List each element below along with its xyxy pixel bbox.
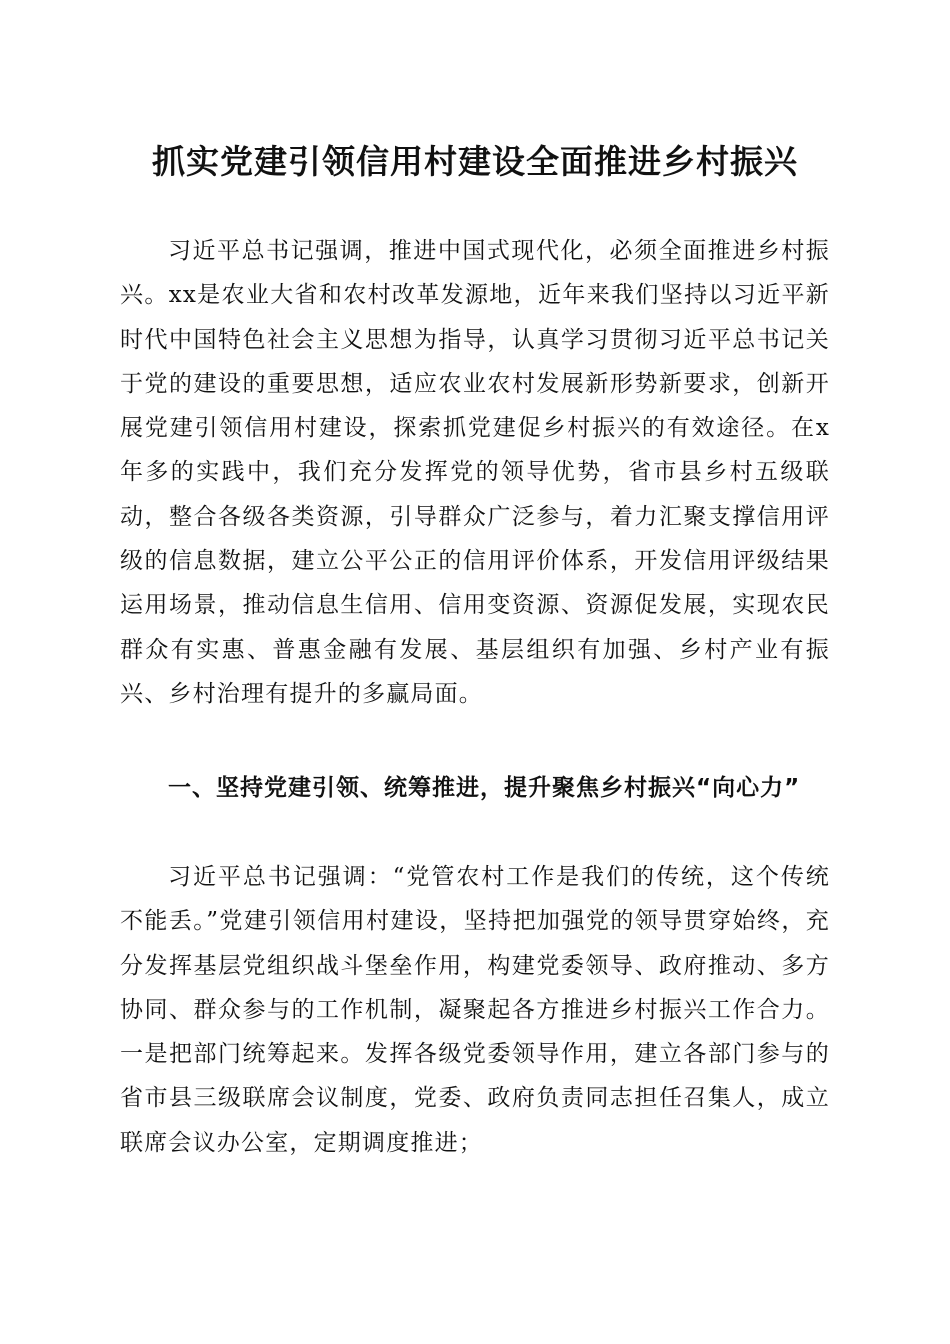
document-title: 抓实党建引领信用村建设全面推进乡村振兴 xyxy=(152,142,798,181)
paragraph-section-1: 习近平总书记强调：“党管农村工作是我们的传统，这个传统不能丢。”党建引领信用村建设，坚持把加强党的领导贯穿始终，充分发挥基层党组织战斗堡垒作用，构建党委领导、政府推动、多方协同、群众参与的工作机制，凝聚起各方推进乡村振兴工作合力。一是把部门统筹起来。发挥各级党委领导作用，建立各部门参与的省市县三级联席会议制度，党委、政府负责同志担任召集人，成立联席会议办公室，定期调度推进； xyxy=(120,864,830,1156)
paragraph-intro: 习近平总书记强调，推进中国式现代化，必须全面推进乡村振兴。xx是农业大省和农村改革发源地，近年来我们坚持以习近平新时代中国特色社会主义思想为指导，认真学习贯彻习近平总书记关于党的建设的重要思想，适应农业农村发展新形势新要求，创新开展党建引领信用村建设，探索抓党建促乡村振兴的有效途径。在x年多的实践中，我们充分发挥党的领导优势，省市县乡村五级联动，整合各级各类资源，引导群众广泛参与，着力汇聚支撑信用评级的信息数据，建立公平公正的信用评价体系，开发信用评级结果运用场景，推动信息生信用、信用变资源、资源促发展，实现农民群众有实惠、普惠金融有发展、基层组织有加强、乡村产业有振兴、乡村治理有提升的多赢局面。 xyxy=(120,238,830,707)
section-heading-1: 一、坚持党建引领、统筹推进，提升聚焦乡村振兴“向心力” xyxy=(168,775,801,801)
